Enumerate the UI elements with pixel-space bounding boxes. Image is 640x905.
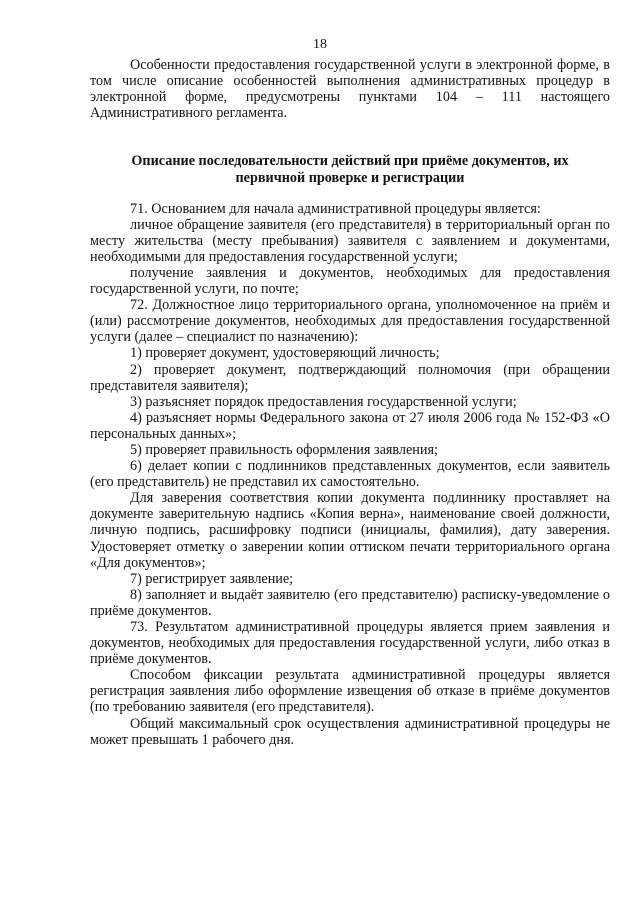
- intro-paragraph: Особенности предоставления государственной услуги в электронной форме, в том числе описание особенностей выполнения административных процедур в электронной форме, предусмотрены пунктами 104 – 111 настоящего Административного регламента.: [90, 57, 610, 122]
- list-item-7: 7) регистрирует заявление;: [130, 570, 294, 587]
- spacer: [90, 137, 610, 153]
- certification-paragraph: Для заверения соответствия копии документа подлиннику проставляет на документе заверительную надпись «Копия верна», наименование своей должности, личную подпись, расшифровку подписи (инициалы, фамилия), дату заверения. Удостоверяет отметку о заверении копии оттиском печати территориального органа «Для документов»;: [90, 490, 610, 571]
- paragraph-71-item-mail: получение заявления и документов, необходимых для предоставления государственной услуги, по почте;: [90, 264, 610, 298]
- list-item-5: 5) проверяет правильность оформления заявления;: [130, 441, 438, 458]
- list-item-1: 1) проверяет документ, удостоверяющий личность;: [130, 345, 440, 362]
- spacer: [90, 187, 610, 201]
- paragraph-71: 71. Основанием для начала административной процедуры является:: [130, 200, 541, 217]
- spacer: [90, 121, 610, 137]
- document-body: [90, 57, 610, 748]
- list-item-6: 6) делает копии с подлинников представленных документов, если заявитель (его представитель) не представил их самостоятельно.: [90, 458, 610, 491]
- fixation-paragraph: Способом фиксации результата административной процедуры является регистрация заявления либо оформление извещения об отказе в приёме документов (по требованию заявителя (его представителя).: [90, 667, 610, 716]
- list-item-3: 3) разъясняет порядок предоставления государственной услуги;: [130, 393, 517, 410]
- section-title: Описание последовательности действий при приёме документов, их первичной проверке и регистрации: [131, 153, 569, 186]
- page-number: 18: [313, 37, 327, 52]
- list-item-2: 2) проверяет документ, подтверждающий полномочия (при обращении представителя заявителя);: [90, 361, 610, 394]
- list-item-4: 4) разъясняет нормы Федерального закона от 27 июля 2006 года № 152-ФЗ «О персональных данных»;: [90, 409, 610, 442]
- paragraph-73: 73. Результатом административной процедуры является прием заявления и документов, необходимых для предоставления государственной услуги, либо отказ в приёме документов.: [90, 619, 610, 668]
- paragraph-71-item-personal: личное обращение заявителя (его представителя) в территориальный орган по месту жительства (месту пребывания) заявителя с заявлением и документами, необходимыми для предоставления государственной услуги;: [90, 216, 610, 265]
- list-item-8: 8) заполняет и выдаёт заявителю (его представителю) расписку-уведомление о приёме документов.: [90, 586, 610, 619]
- paragraph-72: 72. Должностное лицо территориального органа, уполномоченное на приём и (или) рассмотрение документов, необходимых для предоставления государственной услуги (далее – специалист по назначению):: [90, 297, 610, 346]
- max-term-paragraph: Общий максимальный срок осуществления административной процедуры не может превышать 1 рабочего дня.: [90, 715, 610, 748]
